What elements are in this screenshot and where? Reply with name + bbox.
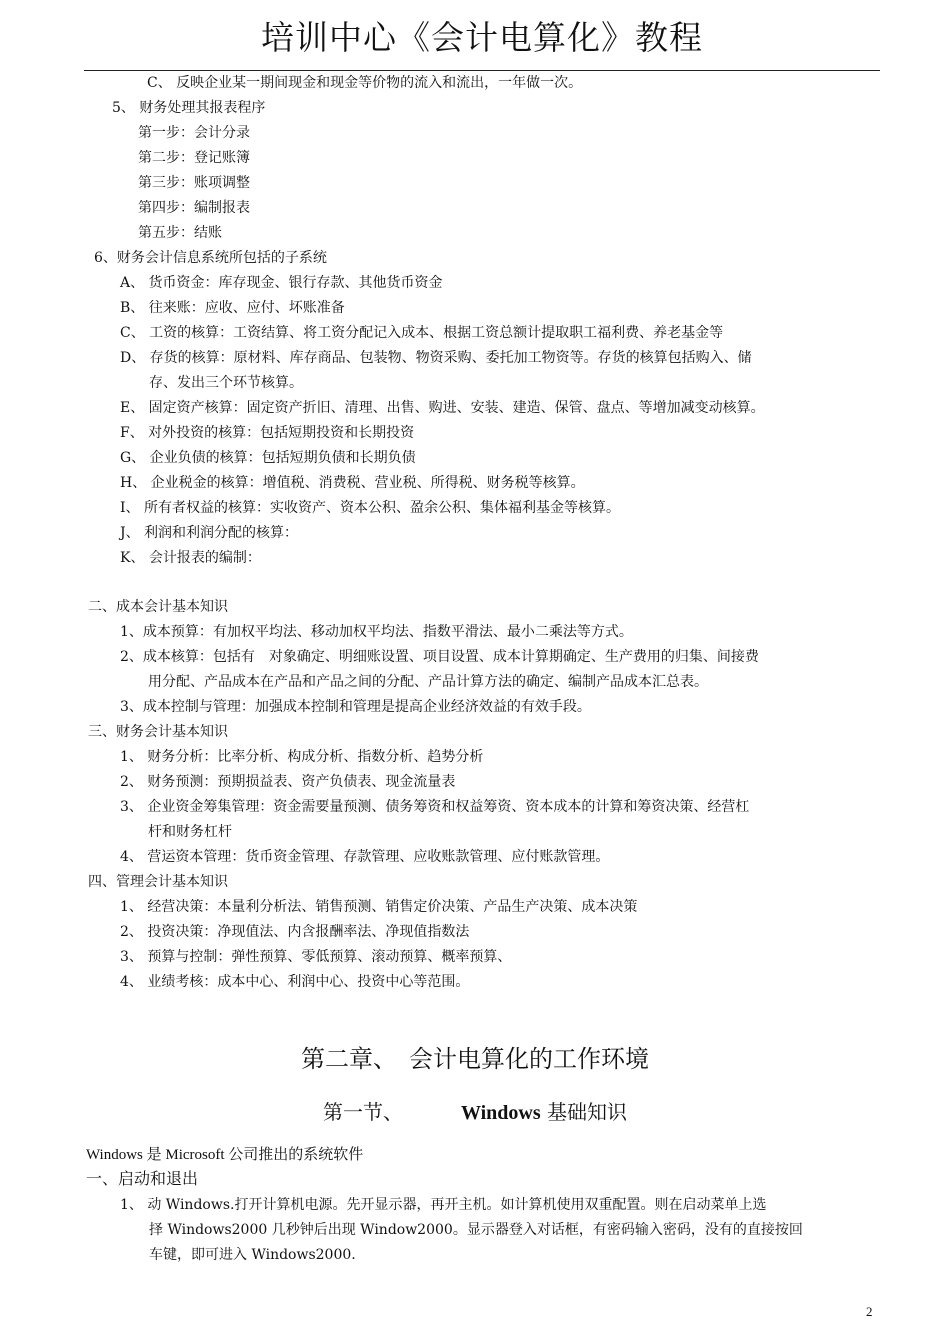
page-number: 2 [866, 1304, 873, 1319]
text-line: 2、 财务预测：预期损益表、资产负债表、现金流量表 [120, 774, 456, 790]
text-line: 第四步：编制报表 [138, 200, 250, 216]
text-line: 1、 财务分析：比率分析、构成分析、指数分析、趋势分析 [120, 749, 484, 765]
text-line: 4、 业绩考核：成本中心、利润中心、投资中心等范围。 [120, 974, 470, 990]
text-line: E、 固定资产核算：固定资产折旧、清理、出售、购进、安装、建造、保管、盘点、等增加减变动核算。 [120, 400, 765, 416]
text-line: 3、 预算与控制：弹性预算、零低预算、滚动预算、概率预算、 [120, 949, 512, 965]
section-heading: 二、成本会计基本知识 [88, 599, 228, 615]
section-latin: Windows [460, 1102, 541, 1124]
text-line: 第三步：账项调整 [138, 175, 250, 191]
text-line: B、 往来账：应收、应付、坏账准备 [120, 300, 345, 316]
section-prefix: 第一节、 [322, 1100, 403, 1124]
section-heading: 三、财务会计基本知识 [88, 724, 228, 740]
section-title [0, 1098, 950, 1127]
page-header [84, 8, 880, 71]
text-line: K、 会计报表的编制： [120, 550, 261, 566]
text-line: 6、财务会计信息系统所包括的子系统 [94, 250, 327, 266]
text-line: H、 企业税金的核算：增值税、消费税、营业税、所得税、财务税等核算。 [120, 475, 585, 491]
text-line: J、 利润和利润分配的核算： [120, 525, 299, 541]
text-line: 第二步：登记账簿 [138, 150, 250, 166]
text-line: 3、 企业资金筹集管理：资金需要量预测、债务筹资和权益筹资、资本成本的计算和筹资决策、经营杠 [120, 799, 750, 815]
text-line: A、 货币资金：库存现金、银行存款、其他货币资金 [120, 275, 443, 291]
text-line: I、 所有者权益的核算：实收资产、资本公积、盈余公积、集体福利基金等核算。 [120, 500, 620, 516]
text-line: 2、成本核算：包括有 对象确定、明细账设置、项目设置、成本计算期确定、生产费用的归集、间接费 [120, 649, 759, 665]
text-line: 车键，即可进入 Windows2000. [149, 1247, 356, 1263]
text-line: C、 反映企业某一期间现金和现金等价物的流入和流出，一年做一次。 [147, 75, 583, 91]
text-line: 1、成本预算：有加权平均法、移动加权平均法、指数平滑法、最小二乘法等方式。 [120, 624, 633, 640]
text-line: 杆和财务杠杆 [148, 824, 232, 840]
text-line: 第一步：会计分录 [138, 125, 250, 141]
text-line: 1、 动 Windows.打开计算机电源。先开显示器，再开主机。如计算机使用双重配置。则在启动菜单上选 [120, 1197, 767, 1213]
text-line: 存、发出三个环节核算。 [149, 375, 303, 391]
text-line: C、 工资的核算：工资结算、将工资分配记入成本、根据工资总额计提取职工福利费、养老基金等 [120, 325, 724, 341]
text-line: D、 存货的核算：原材料、库存商品、包装物、物资采购、委托加工物资等。存货的核算包括购入、储 [120, 350, 752, 366]
text-line: 择 Windows2000 几秒钟后出现 Window2000。显示器登入对话框，有密码输入密码，没有的直接按回 [149, 1222, 803, 1238]
text-line: 4、 营运资本管理：货币资金管理、存款管理、应收账款管理、应付账款管理。 [120, 849, 610, 865]
text-line: 2、 投资决策：净现值法、内含报酬率法、净现值指数法 [120, 924, 470, 940]
intro-text: Windows 是 Microsoft 公司推出的系统软件 [86, 1147, 364, 1163]
section-suffix: 基础知识 [547, 1100, 628, 1124]
section-heading: 四、管理会计基本知识 [88, 874, 228, 890]
section-heading: 一、启动和退出 [86, 1169, 199, 1188]
text-line: 5、 财务处理其报表程序 [112, 100, 266, 116]
text-line: F、 对外投资的核算：包括短期投资和长期投资 [120, 425, 415, 441]
text-line: 1、 经营决策：本量利分析法、销售预测、销售定价决策、产品生产决策、成本决策 [120, 899, 638, 915]
text-line: 第五步：结账 [138, 225, 222, 241]
page-title: 培训中心《会计电算化》教程 [261, 18, 703, 57]
chapter-title: 第二章、 会计电算化的工作环境 [301, 1045, 649, 1073]
text-line: 3、成本控制与管理：加强成本控制和管理是提高企业经济效益的有效手段。 [120, 699, 591, 715]
text-line: G、 企业负债的核算：包括短期负债和长期负债 [120, 450, 416, 466]
text-line: 用分配、产品成本在产品和产品之间的分配、产品计算方法的确定、编制产品成本汇总表。 [148, 674, 708, 690]
